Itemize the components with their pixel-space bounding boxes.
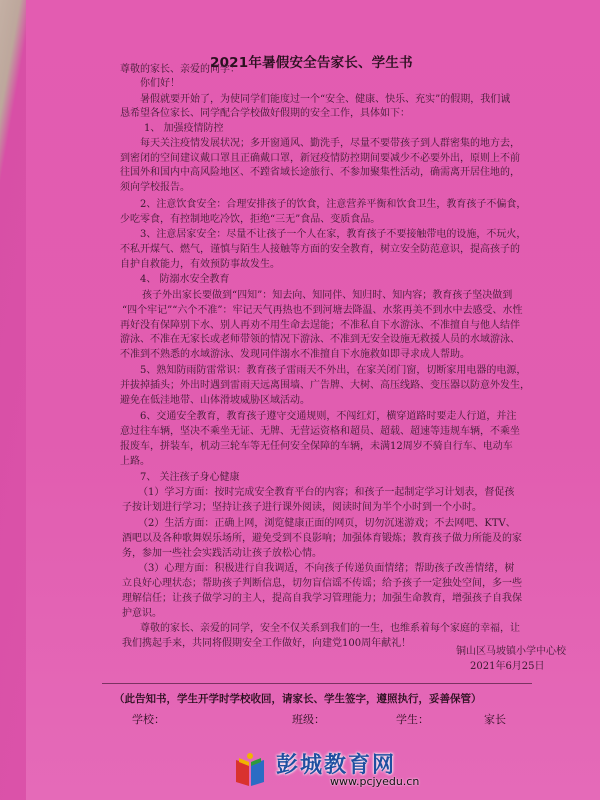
school-field-label: 学校： (132, 713, 165, 726)
body-line: 须向学校报告。 (120, 182, 190, 193)
body-line: 避免在低洼地带、山体滑坡威胁区域活动。 (120, 395, 310, 406)
site-watermark (230, 748, 550, 794)
body-line: 尊敬的家长、亲爱的同学，安全不仅关系到我们的一生，也维系着每个家庭的幸福，让 (140, 623, 520, 634)
parent-field-label: 家长 (484, 713, 506, 726)
body-line: 不准到不熟悉的水域游泳、发现同伴溺水不准擅自下水施救如即寻求成人帮助。 (120, 349, 470, 360)
body-line: 护意识。 (122, 608, 162, 619)
body-line: 我们携起手来，共同将假期安全工作做好，向建党100周年献礼！ (122, 638, 412, 649)
body-line: （2）生活方面：正确上网，浏览健康正面的网页，切勿沉迷游戏；不去网吧、KTV、 (138, 518, 516, 529)
school-signature: 铜山区马坡镇小学中心校 (456, 646, 566, 657)
document-date: 2021年6月25日 (470, 661, 545, 672)
body-line: 子按计划进行学习；坚持让孩子进行课外阅读，阅读时间为半个小时到一个小时。 (122, 502, 482, 513)
body-line: 酒吧以及各种歌舞娱乐场所，避免受到不良影响；加强体育锻炼；教育孩子做力所能及的家 (122, 533, 522, 544)
body-line: 5、熟知防雨防雷常识：教育孩子雷雨天不外出，在家关闭门窗，切断家用电器的电源， (140, 365, 527, 376)
body-line: 立良好心理状态；帮助孩子判断信息，切勿盲信谣不传谣；给予孩子一定独处空间，多一些 (122, 578, 522, 589)
body-line: 每天关注疫情发展状况；多开窗通风、勤洗手，尽量不要带孩子到人群密集的地方去， (140, 138, 520, 149)
body-line: 少吃零食，有控制地吃冷饮，拒绝“三无”食品、变质食品。 (120, 214, 381, 225)
body-line: 意过往车辆，坚决不乘坐无证、无牌、无营运资格和超员、超载、超速等违规车辆，不乘坐 (120, 426, 520, 437)
body-line: 理解信任；让孩子做学习的主人，提高自我学习管理能力；加强生命教育，增强孩子自我保 (122, 593, 522, 604)
watermark-url: www.pcjyedu.cn (330, 775, 420, 788)
body-line: 游泳、不准在无家长或老师带领的情况下游泳、不准到无安全设施无救援人员的水域游泳、 (120, 334, 520, 345)
class-field-label: 班级： (292, 713, 325, 726)
body-line: 尊敬的家长、亲爱的同学： (120, 64, 240, 75)
body-line: “四个牢记”“六个不准”：牢记天气再热也不到河塘去降温、水浆再美不到水中去感受、水性 (122, 305, 523, 316)
body-line: 再好没有保障别下水、别人再劝不用生命去逞能；不准私自下水游泳、不准擅自与他人结伴 (120, 320, 520, 331)
body-line: 往国外和国内中高风险地区、不蹚省域长途旅行、不参加聚集性活动，确需离开居住地的， (120, 167, 520, 178)
document-title: 2021年暑假安全告家长、学生书 (210, 55, 413, 71)
body-line: 你们好！ (140, 78, 180, 89)
body-line: 4、 防溺水安全教育 (140, 274, 230, 285)
body-line: 自护自救能力，有效预防事故发生。 (120, 259, 280, 270)
return-notice: （此告知书，学生开学时学校收回，请家长、学生签字，遵照执行，妥善保管） (114, 693, 482, 705)
body-line: 1、 加强疫情防控 (144, 123, 224, 134)
divider (102, 683, 532, 684)
body-line: 不私开煤气、燃气，谨慎与陌生人接触等方面的安全教育，树立安全防范意识，提高孩子的 (120, 244, 520, 255)
watermark-site-name: 彭城教育网 (276, 753, 397, 778)
body-line: 6、交通安全教育，教育孩子遵守交通规则，不闯红灯，横穿道路时要走人行道，并注 (140, 411, 517, 422)
body-line: 务，参加一些社会实践活动让孩子放松心情。 (122, 548, 322, 559)
body-line: 报废车，拼装车，机动三轮车等无任何安全保障的车辆，未满12周岁不骑自行车、电动车 (120, 441, 513, 452)
body-line: 2、注意饮食安全：合理安排孩子的饮食，注意营养平衡和饮食卫生，教育孩子不偏食， (140, 199, 527, 210)
book-logo-icon (230, 750, 270, 790)
body-line: 3、注意居家安全：尽量不让孩子一个人在家，教育孩子不要接触带电的设施，不玩火， (140, 229, 527, 240)
student-field-label: 学生： (396, 713, 429, 726)
body-line: 到密闭的空间建议戴口罩且正确戴口罩，新冠疫情防控期间要减少不必要外出，原则上不前 (120, 153, 520, 164)
body-line: 暑假就要开始了，为使同学们能度过一个“安全、健康、快乐、充实”的假期，我们诚 (140, 94, 511, 105)
body-line: 并拔掉插头；外出时遇到雷雨天远离围墙、广告牌、大树、高压线路、变压器以防意外发生， (120, 380, 530, 391)
body-line: 7、 关注孩子身心健康 (140, 472, 240, 483)
body-line: 恳希望各位家长、同学配合学校做好假期的安全工作，具体如下： (120, 108, 410, 119)
body-line: （3）心理方面：积极进行自我调适，不向孩子传递负面情绪；帮助孩子改善情绪，树 (138, 563, 515, 574)
body-line: 孩子外出家长要做到“四知”：知去向、知同伴、知归时、知内容；教育孩子坚决做到 (142, 290, 513, 301)
body-line: 上路。 (120, 456, 150, 467)
body-line: （1）学习方面：按时完成安全教育平台的内容；和孩子一起制定学习计划表，督促孩 (138, 487, 515, 498)
